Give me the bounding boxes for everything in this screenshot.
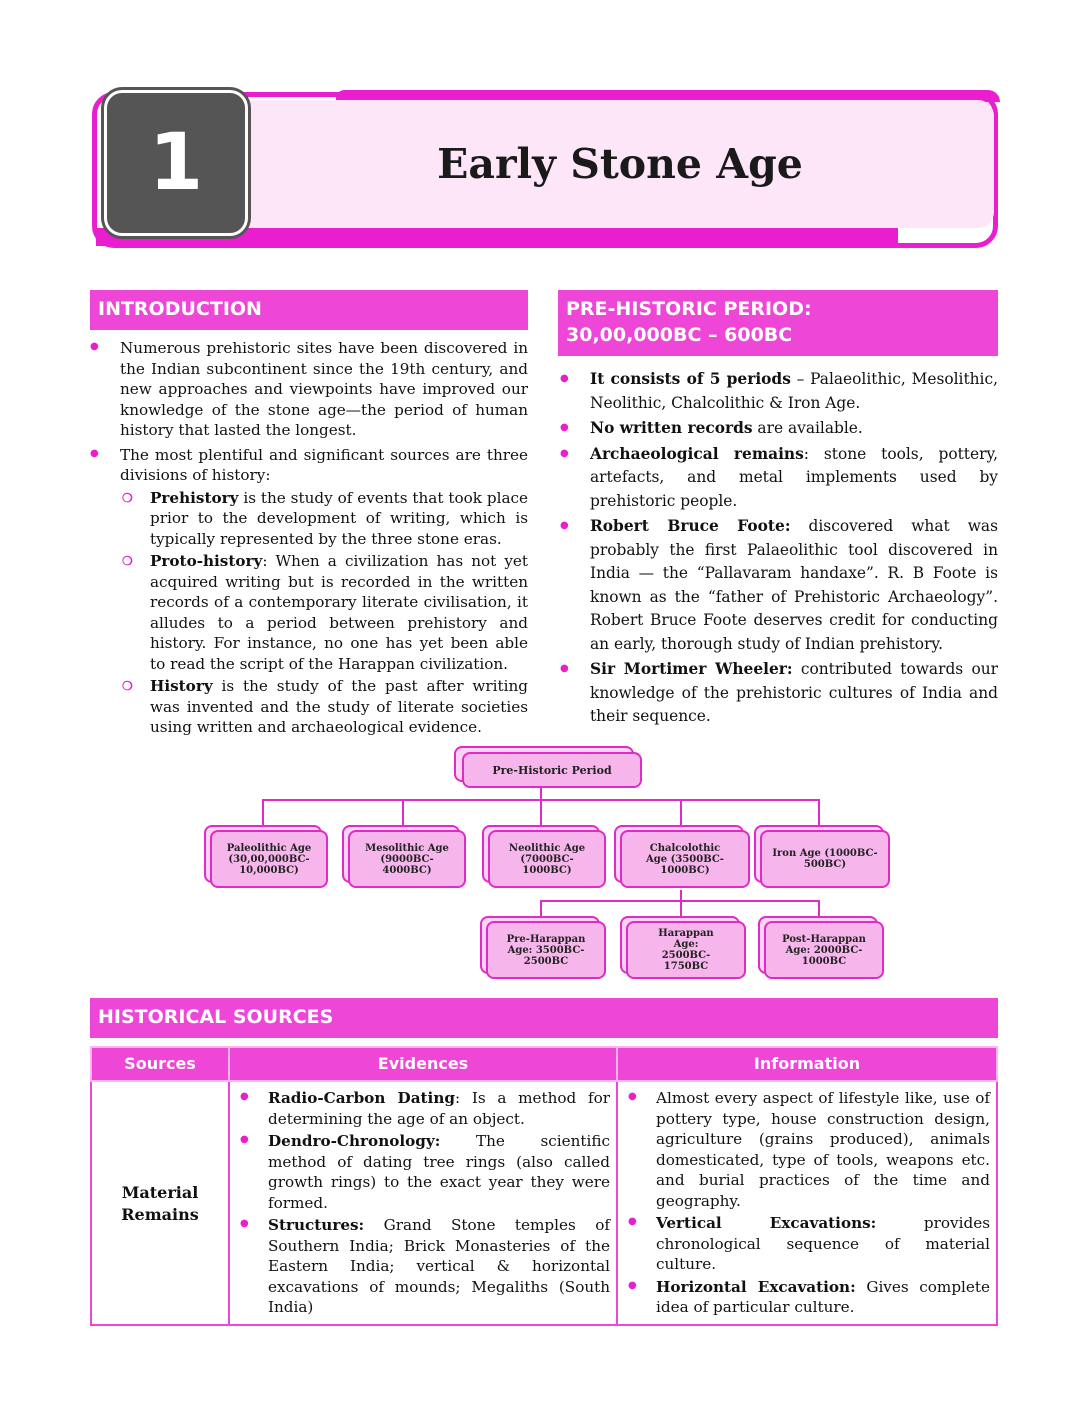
definition: : stone tools, pottery, artefacts, and metal implements used by prehistoric people. <box>590 444 998 510</box>
connector <box>680 799 682 825</box>
flowchart-subage-node: Post-Harappan Age: 2000BC- 1000BC <box>764 921 884 979</box>
definition: provides chronological sequence of material culture. <box>656 1214 990 1273</box>
list-item <box>236 1088 610 1129</box>
prehistoric-heading <box>558 290 998 356</box>
definition: are available. <box>752 419 863 437</box>
flowchart-subage-node: Harappan Age: 2500BC- 1750BC <box>626 921 746 979</box>
connector <box>262 799 264 825</box>
definition: : Is a method for determining the age of an object. <box>268 1089 610 1128</box>
list-item <box>560 368 998 415</box>
list-item <box>560 417 998 441</box>
source-name-line2: Remains <box>121 1204 199 1224</box>
evidences-cell <box>229 1081 617 1325</box>
term: Radio-Carbon Dating <box>268 1089 455 1107</box>
information-cell <box>617 1081 997 1325</box>
term: Archaeological remains <box>590 444 804 463</box>
term: Proto-history <box>150 552 263 570</box>
definition: contributed towards our knowledge of the prehistoric cultures of India and their sequence. <box>590 660 998 725</box>
historical-sources-heading: HISTORICAL SOURCES <box>90 998 998 1038</box>
historical-sources-table <box>90 1046 998 1326</box>
source-cell <box>91 1081 229 1325</box>
list-item <box>560 658 998 729</box>
definition: Almost every aspect of lifestyle like, use of pottery type, house construction design, agriculture (grains produced), animals domesticated, type of tools, weapons etc. and burial practices of the time and geography. <box>656 1089 990 1210</box>
prehistoric-heading-line2: 30,00,000BC – 600BC <box>566 324 793 346</box>
sub-list-item <box>120 551 528 674</box>
chapter-number: 1 <box>104 90 248 236</box>
list-item-text: The most plentiful and significant sources are three divisions of history: <box>120 445 528 484</box>
term: Robert Bruce Foote: <box>590 517 791 535</box>
term: Vertical Excavations: <box>656 1214 877 1232</box>
definition: is the study of the past after writing was invented and the study of literate societies using written and archaeological evidence. <box>150 677 528 736</box>
definition: : When a civilization has not yet acquired writing but is recorded in the written records of a contemporary literate civilisation, it alludes to a period between prehistory and history. For instance, no one has yet been able to read the script of the Harappan civilization. <box>150 552 528 673</box>
column-header: Evidences <box>229 1047 617 1081</box>
flowchart-age-node: Mesolithic Age (9000BC- 4000BC) <box>348 830 466 888</box>
list-item <box>560 515 998 656</box>
prehistoric-body <box>560 368 998 731</box>
definition: is the study of events that took place prior to the development of writing, which is typically represented by the three stone eras. <box>150 488 528 548</box>
flowchart-age-node: Iron Age (1000BC-500BC) <box>760 830 890 888</box>
definition: Gives complete idea of particular culture. <box>656 1277 990 1316</box>
introduction-body <box>90 338 528 742</box>
flowchart-age-node: Paleolithic Age (30,00,000BC- 10,000BC) <box>210 830 328 888</box>
table-header-row <box>91 1047 997 1081</box>
column-header: Sources <box>91 1047 229 1081</box>
term: Prehistory <box>150 488 239 507</box>
flowchart-age-node: Chalcolothic Age (3500BC- 1000BC) <box>620 830 750 888</box>
definition: – Palaeolithic, Mesolithic, Neolithic, Chalcolithic & Iron Age. <box>590 370 998 412</box>
list-item <box>624 1088 990 1211</box>
connector <box>818 799 820 825</box>
introduction-heading: INTRODUCTION <box>90 290 528 330</box>
term: History <box>150 677 213 695</box>
list-item <box>624 1277 990 1318</box>
term: Structures: <box>268 1216 365 1234</box>
connector <box>680 900 682 916</box>
sub-list-item <box>120 676 528 738</box>
list-item <box>90 445 528 738</box>
list-item <box>560 443 998 514</box>
connector <box>818 900 820 916</box>
list-item <box>624 1213 990 1275</box>
term: It consists of 5 periods <box>590 370 791 388</box>
list-item: ● Numerous prehistoric sites have been discovered in the Indian subcontinent since the 19th century, and new approaches and viewpoints have improved our knowledge of the stone age—the period of human history that lasted the longest. <box>90 338 528 441</box>
connector <box>540 799 542 825</box>
table-row <box>91 1081 997 1325</box>
flowchart-age-node: Neolithic Age (7000BC- 1000BC) <box>488 830 606 888</box>
flowchart-root-node: Pre-Historic Period <box>462 752 642 788</box>
connector <box>540 900 818 902</box>
definition: The scientific method of dating tree rings (also called growth rings) to the exact year they were formed. <box>268 1132 610 1212</box>
term: Sir Mortimer Wheeler: <box>590 660 793 678</box>
chapter-title: Early Stone Age <box>437 140 803 188</box>
source-name-line1: Material <box>121 1182 199 1202</box>
definition: discovered what was probably the first Palaeolithic tool discovered in India — the “Pallavaram handaxe”. R. B Foote is known as the “father of Prehistoric Archaeology”. Robert Bruce Foote deserves credit for conducting an early, thorough study of Indian prehistory. <box>590 517 998 653</box>
definition: Grand Stone temples of Southern India; Brick Monasteries of the Eastern India; vertical & horizontal excavations of mounds; Megaliths (South India) <box>268 1216 610 1316</box>
connector <box>540 900 542 916</box>
term: Dendro-Chronology: <box>268 1132 441 1150</box>
list-item <box>236 1215 610 1318</box>
sub-list-item <box>120 488 528 550</box>
flowchart-subage-node: Pre-Harappan Age: 3500BC- 2500BC <box>486 921 606 979</box>
connector <box>402 799 404 825</box>
term: Horizontal Excavation: <box>656 1277 856 1296</box>
list-item <box>236 1131 610 1213</box>
column-header: Information <box>617 1047 997 1081</box>
term: No written records <box>590 419 753 437</box>
prehistoric-heading-line1: PRE-HISTORIC PERIOD: <box>566 298 812 320</box>
